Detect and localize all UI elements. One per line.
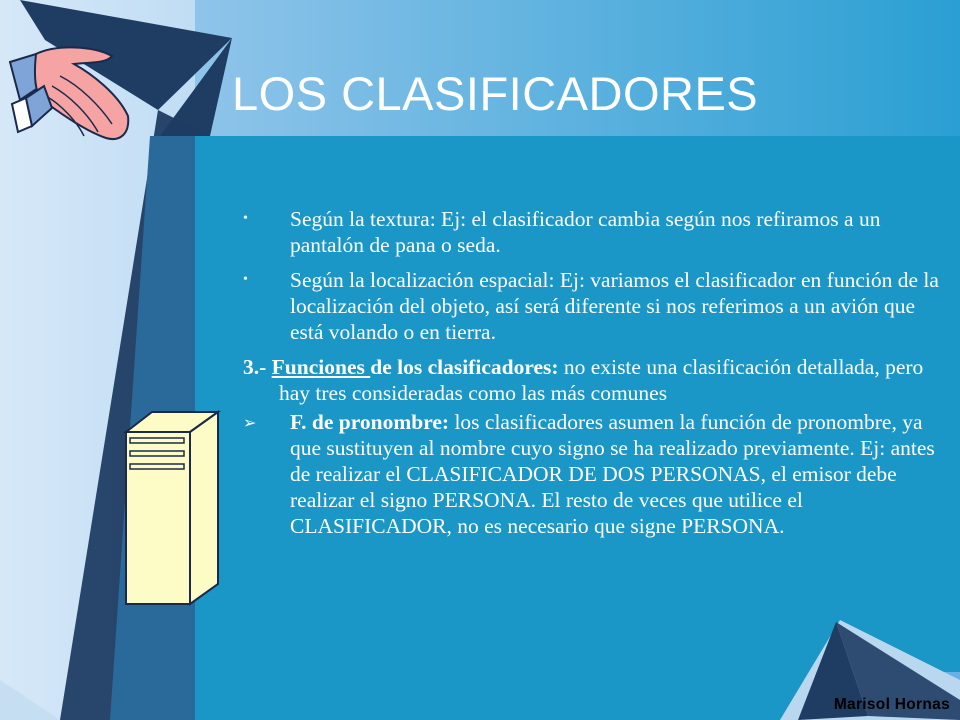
section-heading — [243, 354, 948, 406]
slide-body — [243, 206, 948, 548]
bullet-dot: • — [243, 272, 248, 287]
section-heading-rest: de los clasificadores: — [370, 355, 559, 379]
section-keyword: Funciones — [271, 355, 371, 379]
bullet-dot: • — [243, 211, 248, 226]
sub-item — [243, 409, 948, 539]
section-text: no existe una clasificación detallada, pero hay tres consideradas como las más comunes — [279, 355, 924, 405]
bullet-item — [243, 267, 948, 345]
section-number: 3.- — [243, 355, 272, 379]
praying-hands-icon — [2, 42, 132, 150]
arrow-bullet-icon: ➢ — [243, 413, 257, 432]
bullet-text: Según la textura: Ej: el clasificador cambia según nos refiramos a un pantalón de pana o seda. — [290, 207, 881, 257]
author-footer: Marisol Hornas — [833, 696, 950, 713]
bullet-text: Según la localización espacial: Ej: variamos el clasificador en función de la localización del objeto, así será diferente si nos referimos a un avión que está volando o en tierra. — [290, 268, 939, 344]
sub-item-text: los clasificadores asumen la función de pronombre, ya que sustituyen al nombre cuyo signo se ha realizado previamente. Ej: antes de realizar el CLASIFICADOR DE DOS PERSONAS, el emisor debe realizar el signo PERSONA. El resto de veces que utilice el CLASIFICADOR, no es necesario que signe PERSONA. — [290, 410, 935, 538]
bullet-item — [243, 206, 948, 258]
slide-title: LOS CLASIFICADORES — [232, 67, 759, 120]
sub-item-term: F. de pronombre: — [290, 410, 450, 434]
filing-cabinet-icon — [120, 408, 224, 608]
